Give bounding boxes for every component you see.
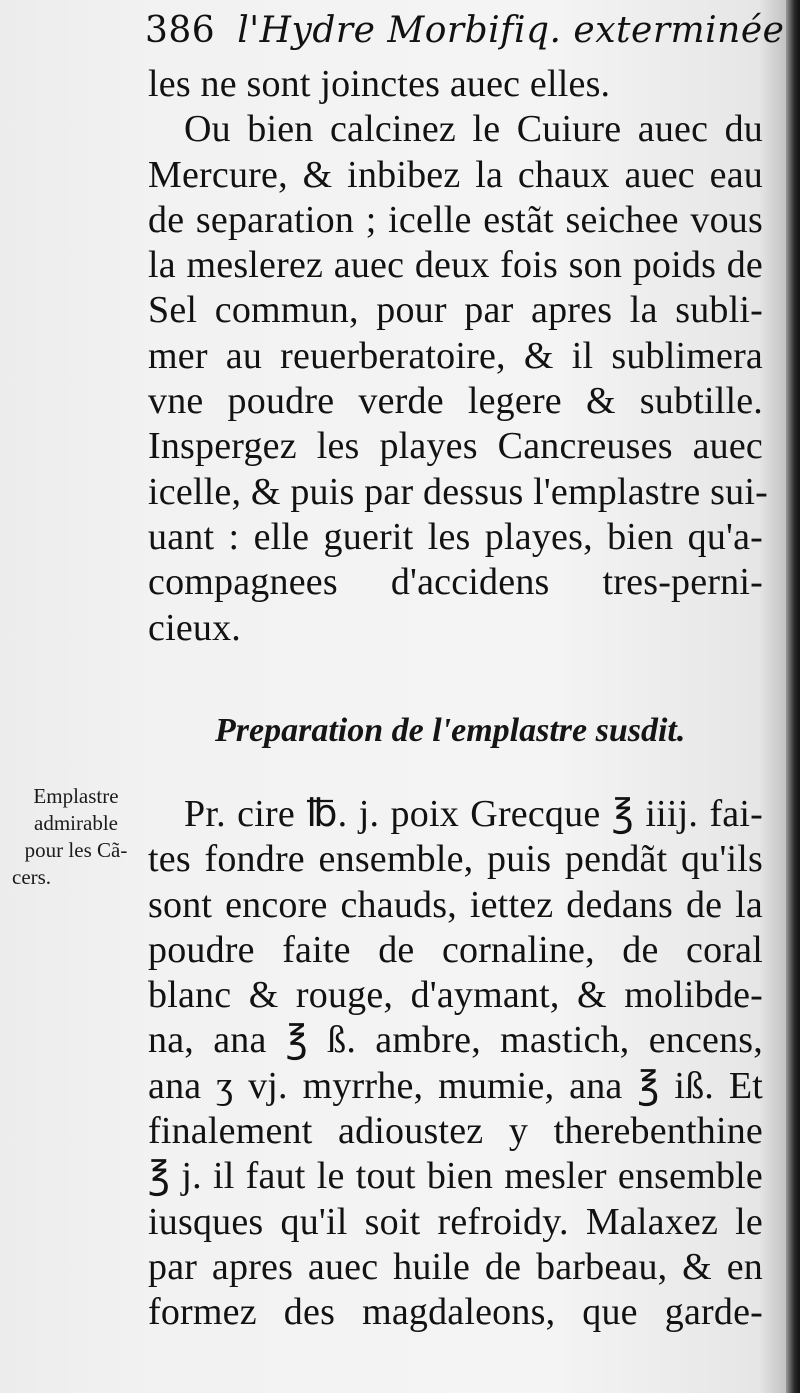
text-line: icelle, & puis par dessus l'emplastre sui- [148,470,768,513]
margin-note-line: pour les Cã- [24,838,128,862]
text-line: mer au reuerberatoire, & il sublimera [148,334,763,377]
margin-note-line: cers. [12,865,52,889]
text-line: par apres auec huile de barbeau, & en [148,1245,763,1288]
paragraph-block-2 [148,792,763,1336]
text-line: finalement adioustez y therebenthine [148,1110,763,1153]
text-line: ana ʒ vj. myrrhe, mumie, ana ℥ iß. Et [148,1064,763,1107]
text-line: blanc & rouge, d'aymant, & molibde- [148,974,763,1017]
text-line: cieux. [148,606,241,649]
text-line: sont encore chauds, iettez dedans de la [148,883,763,926]
page-edge-shadow [786,0,800,1393]
text-line: na, ana ℥ ß. ambre, mastich, encens, [148,1019,763,1062]
page-number: 386 [145,10,216,51]
margin-note-line: Emplastre [33,784,119,808]
text-line: uant : elle guerit les playes, bien qu'a- [148,515,763,558]
margin-note-line: admirable [34,811,118,835]
text-line: vne poudre verde legere & subtille. [148,380,763,423]
paragraph-block-1 [148,62,768,651]
text-line: compagnees d'accidens tres-perni- [148,561,763,604]
section-heading: Preparation de l'emplastre susdit. [215,712,686,749]
text-line: ℥ j. il faut le tout bien mesler ensemble [148,1155,763,1198]
text-line: Mercure, & inbibez la chaux auec eau [148,153,763,196]
text-line: de separation ; icelle estãt seichee vous [148,198,763,241]
text-line: tes fondre ensemble, puis pendãt qu'ils [148,838,763,881]
text-line: Ou bien calcinez le Cuiure auec du [184,108,763,151]
text-line: formez des magdaleons, que garde- [148,1291,763,1334]
text-line: poudre faite de cornaline, de coral [148,928,763,971]
text-line: Pr. cire ℔. j. poix Grecque ℥ iiij. fai- [184,793,763,835]
text-line: iusques qu'il soit refroidy. Malaxez le [148,1200,763,1243]
page-header [145,10,785,51]
text-line: Inspergez les playes Cancreuses auec [148,425,763,468]
margin-note [6,783,146,891]
running-title: l'Hydre Morbifiq. exterminée [237,10,785,51]
text-line: la meslerez auec deux fois son poids de [148,244,763,287]
text-line: Sel commun, pour par apres la subli- [148,289,763,332]
text-line: les ne sont joinctes auec elles. [148,63,611,105]
